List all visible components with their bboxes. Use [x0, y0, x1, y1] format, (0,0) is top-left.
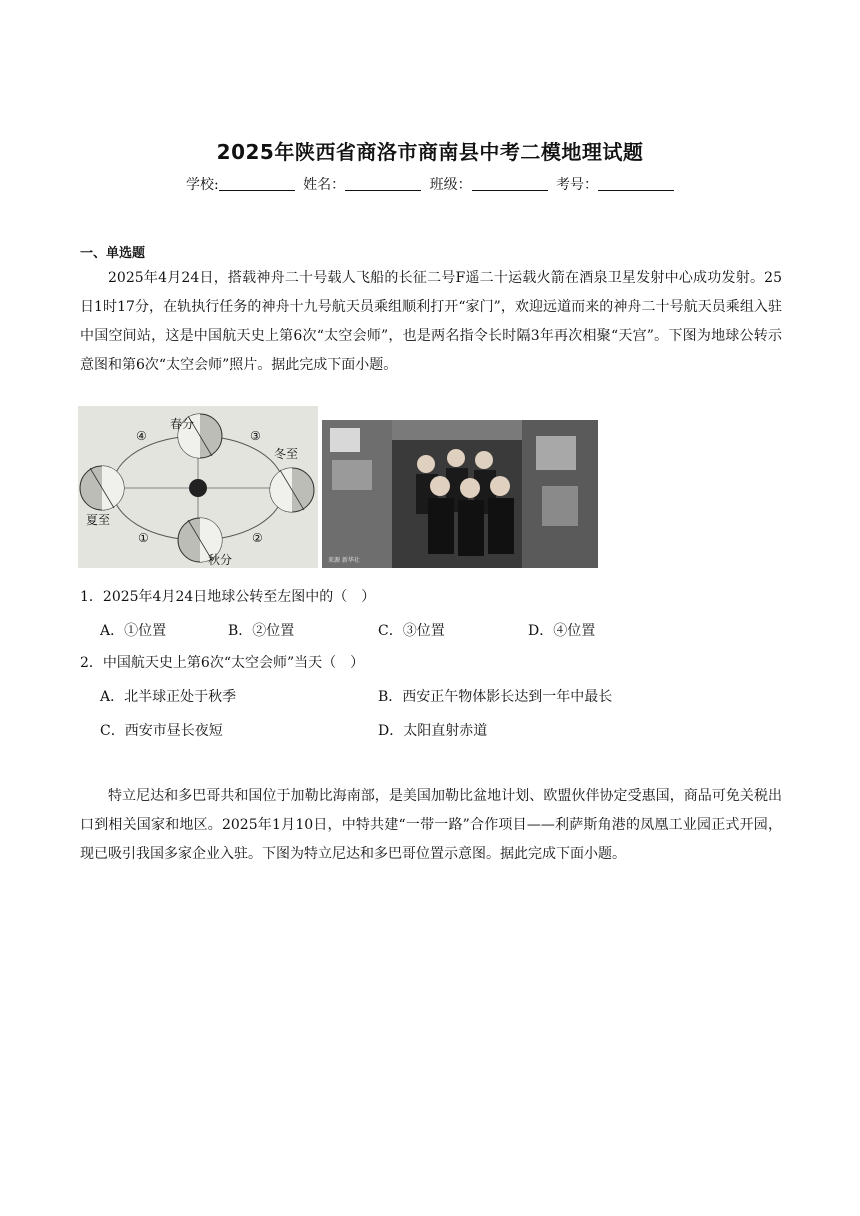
passage-2: 特立尼达和多巴哥共和国位于加勒比海南部，是美国加勒比盆地计划、欧盟伙伴协定受惠国，商品可免关税出口到相关国家和地区。2025年1月10日，中特共建“一带一路”合作项目——利萨斯角港的凤凰工业园正式开园，现已吸引我国多家企业入驻。下图为特立尼达和多巴哥位置示意图。据此完成下面小题。: [80, 788, 782, 862]
q1-option-a: A．①位置: [100, 623, 167, 639]
exam-number-blank: [598, 176, 674, 191]
revolution-diagram-svg: [78, 406, 318, 568]
q2-option-d: D．太阳直射赤道: [378, 723, 488, 739]
space-station-photo: [322, 420, 598, 568]
q2-option-a: A．北半球正处于秋季: [100, 689, 237, 705]
label-winter: 冬至: [274, 447, 299, 461]
photo-svg: [322, 420, 598, 568]
section-heading: 一、单选题: [80, 246, 146, 261]
name-label: 姓名：: [303, 177, 346, 193]
earth-winter-icon: [270, 468, 314, 512]
q1-option-d: D．④位置: [528, 623, 596, 639]
label-pos1: ①: [138, 531, 149, 545]
class-label: 班级：: [429, 177, 472, 193]
exam-number-label: 考号：: [556, 177, 599, 193]
label-pos4: ④: [136, 429, 147, 443]
q2-option-b: B．西安正午物体影长达到一年中最长: [378, 689, 613, 705]
name-blank: [345, 176, 421, 191]
label-summer: 夏至: [86, 513, 111, 527]
question-2-stem: 2．中国航天史上第6次“太空会师”当天（ ）: [80, 655, 365, 671]
school-blank: [219, 176, 295, 191]
label-pos3: ③: [250, 429, 261, 443]
student-info-line: [0, 174, 860, 194]
question-1-stem: 1．2025年4月24日地球公转至左图中的（ ）: [80, 589, 376, 605]
page-title: 2025年陕西省商洛市商南县中考二模地理试题: [216, 140, 644, 164]
q1-option-c: C．③位置: [378, 623, 445, 639]
passage-1: 2025年4月24日，搭载神舟二十号载人飞船的长征二号F遥二十运载火箭在酒泉卫星发射中心成功发射。25日1时17分，在轨执行任务的神舟十九号航天员乘组顺利打开“家门”，欢迎远道而来的神舟二十号航天员乘组入驻中国空间站，这是中国航天史上第6次“太空会师”，也是两名指令长时隔3年再次相聚“天宫”。下图为地球公转示意图和第6次“太空会师”照片。据此完成下面小题。: [80, 270, 782, 373]
class-blank: [472, 176, 548, 191]
figure-row: [78, 406, 602, 568]
photo-credit: 来源 新华社: [328, 557, 360, 564]
label-autumn: 秋分: [208, 553, 233, 567]
earth-revolution-diagram: [78, 406, 318, 568]
q2-option-c: C．西安市昼长夜短: [100, 723, 223, 739]
earth-summer-icon: [80, 466, 124, 510]
label-pos2: ②: [252, 531, 263, 545]
q1-option-b: B．②位置: [228, 623, 295, 639]
sun-icon: [189, 479, 207, 497]
school-label: 学校:: [185, 177, 219, 193]
label-spring: 春分: [170, 417, 195, 431]
